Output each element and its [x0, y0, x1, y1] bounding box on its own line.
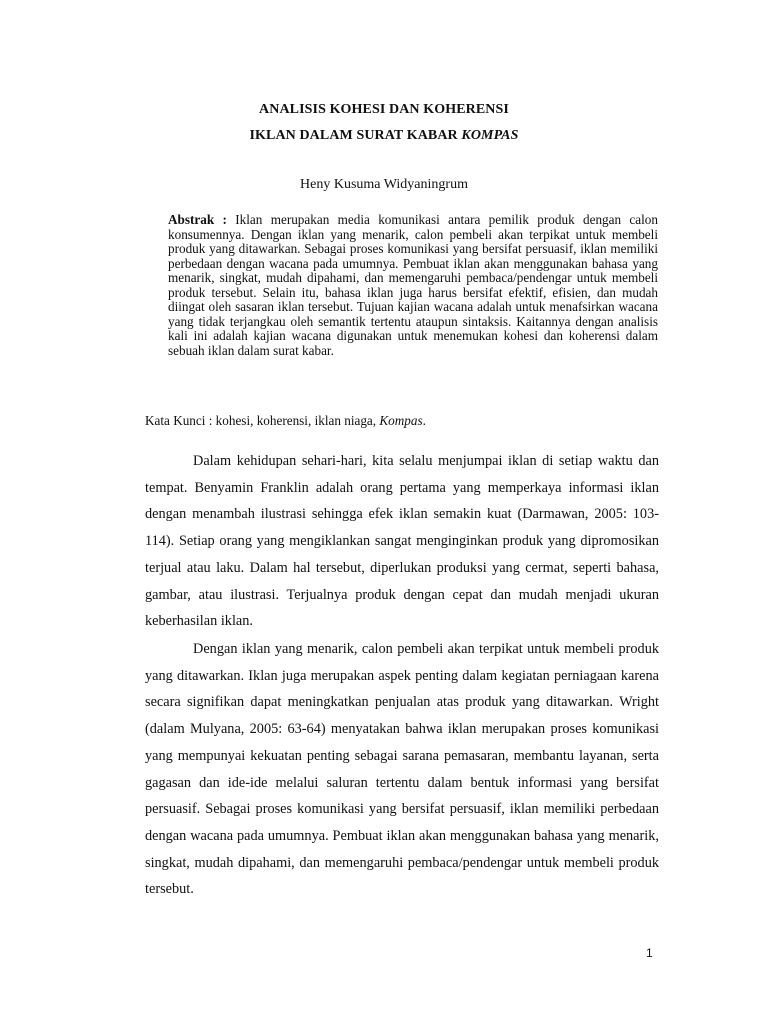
keywords-line — [145, 413, 426, 429]
title-line-1: ANALISIS KOHESI DAN KOHERENSI — [259, 102, 509, 117]
body-paragraph-2: Dengan iklan yang menarik, calon pembeli akan terpikat untuk membeli produk yang ditawarkan. Iklan juga merupakan aspek penting dalam kegiatan perniagaan karena secara signifikan dapat meningkatkan penjualan atas produk yang ditawarkan. Wright (dalam Mulyana, 2005: 63-64) menyatakan bahwa iklan merupakan proses komunikasi yang mempunyai kekuatan penting sebagai sarana pemasaran, membantu layanan, serta gagasan dan ide-ide melalui saluran tertentu dalam bentuk informasi yang bersifat persuasif. Sebagai proses komunikasi yang bersifat persuasif, iklan memiliki perbedaan dengan wacana pada umumnya. Pembuat iklan akan menggunakan bahasa yang menarik, singkat, mudah dipahami, dan memengaruhi pembaca/pendengar untuk membeli produk tersebut. — [145, 641, 659, 898]
keywords-text: Kata Kunci : kohesi, koherensi, iklan niaga, — [145, 413, 380, 428]
keywords-italic: Kompas — [379, 413, 423, 428]
title-line-2-text: IKLAN DALAM SURAT KABAR — [249, 128, 462, 143]
title-line-2 — [0, 128, 768, 144]
author-name: Heny Kusuma Widyaningrum — [300, 177, 468, 192]
abstract-block — [168, 213, 658, 358]
title-newspaper-name: KOMPAS — [461, 128, 519, 143]
page-number: 1 — [646, 946, 653, 960]
body-paragraph-1: Dalam kehidupan sehari-hari, kita selalu menjumpai iklan di setiap waktu dan tempat. Benyamin Franklin adalah orang pertama yang memperkaya informasi iklan dengan menambah ilustrasi sehingga efek iklan semakin kuat (Darmawan, 2005: 103-114). Setiap orang yang mengiklankan sangat menginginkan produk yang dipromosikan terjual atau laku. Dalam hal tersebut, diperlukan produksi yang cermat, seperti bahasa, gambar, atau ilustrasi. Terjualnya produk dengan cepat dan mudah menjadi ukuran keberhasilan iklan. — [145, 453, 659, 630]
abstract-label: Abstrak : — [168, 212, 227, 227]
keywords-suffix: . — [422, 413, 426, 428]
abstract-text: Iklan merupakan media komunikasi antara pemilik produk dengan calon konsumennya. Dengan iklan yang menarik, calon pembeli akan terpikat untuk membeli produk yang ditawarkan. Sebagai proses komunikasi yang bersifat persuasif, iklan memiliki perbedaan dengan wacana pada umumnya. Pembuat iklan akan menggunakan bahasa yang menarik, singkat, mudah dipahami, dan memengaruhi pembaca/pendengar untuk membeli produk tersebut. Selain itu, bahasa iklan juga harus bersifat efektif, efisien, dan mudah diingat oleh sasaran iklan tersebut. Tujuan kajian wacana adalah untuk menafsirkan wacana yang tidak terjangkau oleh semantik tertentu ataupun sintaksis. Kaitannya dengan analisis kali ini adalah kajian wacana digunakan untuk menemukan kohesi dan koherensi dalam sebuah iklan dalam surat kabar. — [168, 212, 658, 358]
